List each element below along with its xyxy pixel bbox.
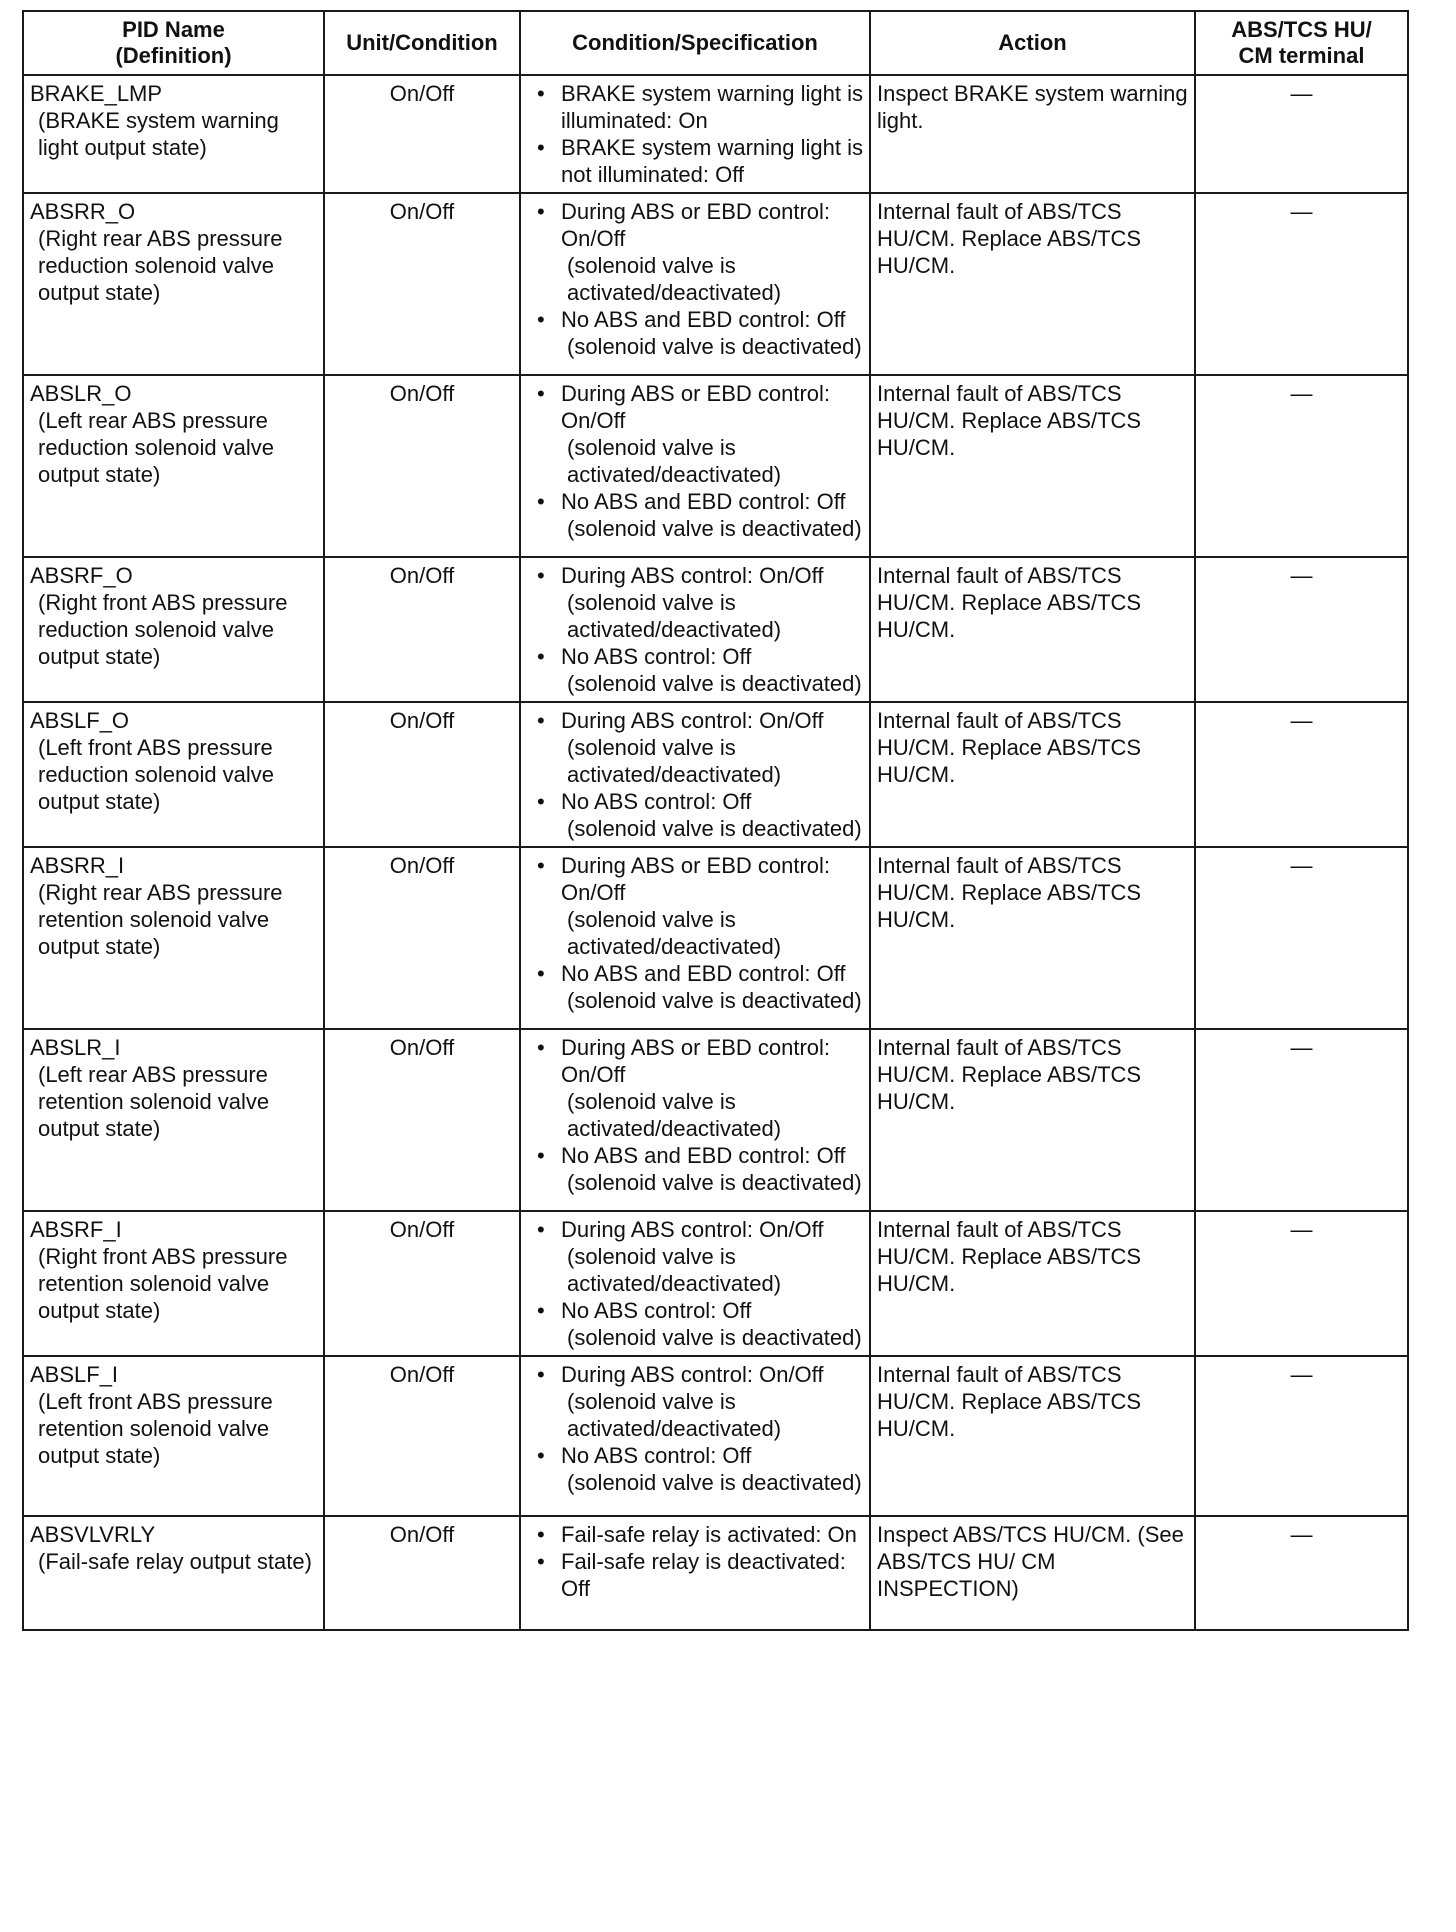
- condition-text: No ABS control: Off: [561, 1443, 752, 1468]
- action-cell: Inspect ABS/TCS HU/CM. (See ABS/TCS HU/ CM INSPECTION): [870, 1516, 1195, 1630]
- table-header: [23, 11, 1408, 75]
- table-row: [23, 1356, 1408, 1516]
- table-row: [23, 1029, 1408, 1211]
- condition-item: [561, 643, 863, 697]
- pid-name: ABSRF_I: [30, 1217, 122, 1242]
- terminal-cell: —: [1195, 557, 1408, 702]
- table-row: [23, 847, 1408, 1029]
- pid-definition: (Left front ABS pressure retention solenoid valve output state): [38, 1389, 273, 1468]
- pid-definition: (Right front ABS pressure reduction solenoid valve output state): [38, 590, 288, 669]
- pid-name-cell: [23, 1516, 324, 1630]
- pid-definition: (Right front ABS pressure retention solenoid valve output state): [38, 1244, 288, 1323]
- pid-name-cell: [23, 1211, 324, 1356]
- condition-note: (solenoid valve is deactivated): [567, 1470, 862, 1495]
- condition-text: No ABS and EBD control: Off: [561, 489, 846, 514]
- action-cell: Internal fault of ABS/TCS HU/CM. Replace ABS/TCS HU/CM.: [870, 1029, 1195, 1211]
- pid-definition: (Right rear ABS pressure retention solenoid valve output state): [38, 880, 283, 959]
- condition-spec-cell: [520, 1211, 870, 1356]
- condition-note: (solenoid valve is deactivated): [567, 816, 862, 841]
- pid-name-cell: [23, 1356, 324, 1516]
- condition-text: Fail-safe relay is deactivated: Off: [561, 1549, 846, 1601]
- terminal-cell: —: [1195, 1029, 1408, 1211]
- condition-item: [561, 1216, 863, 1297]
- pid-name-cell: [23, 557, 324, 702]
- terminal-cell: —: [1195, 1516, 1408, 1630]
- condition-item: [561, 134, 863, 188]
- condition-item: [561, 1521, 863, 1548]
- condition-item: [561, 380, 863, 488]
- condition-text: During ABS control: On/Off: [561, 1217, 824, 1242]
- unit-condition-cell: On/Off: [324, 375, 520, 557]
- terminal-cell: —: [1195, 375, 1408, 557]
- condition-text: During ABS control: On/Off: [561, 563, 824, 588]
- condition-text: No ABS control: Off: [561, 1298, 752, 1323]
- condition-text: No ABS control: Off: [561, 789, 752, 814]
- condition-note: (solenoid valve is activated/deactivated): [567, 1089, 782, 1141]
- condition-list: [527, 1034, 863, 1196]
- pid-name: BRAKE_LMP: [30, 81, 163, 106]
- condition-spec-cell: [520, 193, 870, 375]
- table-row: [23, 375, 1408, 557]
- table-row: [23, 557, 1408, 702]
- pid-definition: (BRAKE system warning light output state): [38, 108, 279, 160]
- pid-name: ABSRR_I: [30, 853, 125, 878]
- condition-item: [561, 1361, 863, 1442]
- condition-item: [561, 488, 863, 542]
- condition-note: (solenoid valve is deactivated): [567, 671, 862, 696]
- condition-item: [561, 306, 863, 360]
- action-cell: Internal fault of ABS/TCS HU/CM. Replace ABS/TCS HU/CM.: [870, 847, 1195, 1029]
- action-cell: Internal fault of ABS/TCS HU/CM. Replace ABS/TCS HU/CM.: [870, 702, 1195, 847]
- condition-spec-cell: [520, 847, 870, 1029]
- pid-table: [22, 10, 1409, 1631]
- action-cell: Inspect BRAKE system warning light.: [870, 75, 1195, 193]
- condition-item: [561, 562, 863, 643]
- header-condition-specification: Condition/Specification: [520, 11, 870, 75]
- condition-item: [561, 707, 863, 788]
- pid-definition: (Left rear ABS pressure retention solenoid valve output state): [38, 1062, 270, 1141]
- action-cell: Internal fault of ABS/TCS HU/CM. Replace ABS/TCS HU/CM.: [870, 1211, 1195, 1356]
- header-pid-line1: PID Name: [122, 17, 225, 42]
- condition-item: [561, 960, 863, 1014]
- condition-text: No ABS control: Off: [561, 644, 752, 669]
- pid-name-cell: [23, 847, 324, 1029]
- condition-spec-cell: [520, 1356, 870, 1516]
- condition-text: BRAKE system warning light is illuminated: On: [561, 81, 863, 133]
- pid-name: ABSVLVRLY: [30, 1522, 156, 1547]
- table-row: [23, 702, 1408, 847]
- condition-spec-cell: [520, 1029, 870, 1211]
- pid-name: ABSLF_O: [30, 708, 130, 733]
- header-action: Action: [870, 11, 1195, 75]
- condition-note: (solenoid valve is deactivated): [567, 1325, 862, 1350]
- condition-list: [527, 1521, 863, 1602]
- condition-text: During ABS or EBD control: On/Off: [561, 381, 831, 433]
- unit-condition-cell: On/Off: [324, 557, 520, 702]
- pid-name: ABSLR_I: [30, 1035, 121, 1060]
- table-body: [23, 75, 1408, 1630]
- header-terminal: [1195, 11, 1408, 75]
- pid-name-cell: [23, 193, 324, 375]
- action-cell: Internal fault of ABS/TCS HU/CM. Replace ABS/TCS HU/CM.: [870, 557, 1195, 702]
- condition-item: [561, 1142, 863, 1196]
- condition-item: [561, 1442, 863, 1496]
- pid-definition: (Left front ABS pressure reduction solenoid valve output state): [38, 735, 275, 814]
- unit-condition-cell: On/Off: [324, 1516, 520, 1630]
- header-pid-line2: (Definition): [115, 43, 232, 68]
- condition-list: [527, 80, 863, 188]
- condition-text: Fail-safe relay is activated: On: [561, 1522, 857, 1547]
- terminal-cell: —: [1195, 847, 1408, 1029]
- condition-item: [561, 80, 863, 134]
- terminal-cell: —: [1195, 193, 1408, 375]
- condition-note: (solenoid valve is activated/deactivated): [567, 735, 782, 787]
- condition-spec-cell: [520, 1516, 870, 1630]
- terminal-cell: —: [1195, 702, 1408, 847]
- condition-note: (solenoid valve is activated/deactivated): [567, 435, 782, 487]
- condition-note: (solenoid valve is deactivated): [567, 334, 862, 359]
- condition-list: [527, 707, 863, 842]
- header-unit-condition: Unit/Condition: [324, 11, 520, 75]
- table-row: [23, 1516, 1408, 1630]
- unit-condition-cell: On/Off: [324, 75, 520, 193]
- condition-item: [561, 1548, 863, 1602]
- condition-text: No ABS and EBD control: Off: [561, 307, 846, 332]
- table-row: [23, 1211, 1408, 1356]
- condition-text: No ABS and EBD control: Off: [561, 1143, 846, 1168]
- condition-list: [527, 1361, 863, 1496]
- condition-note: (solenoid valve is deactivated): [567, 516, 862, 541]
- unit-condition-cell: On/Off: [324, 193, 520, 375]
- condition-spec-cell: [520, 75, 870, 193]
- condition-note: (solenoid valve is activated/deactivated): [567, 590, 782, 642]
- pid-name-cell: [23, 1029, 324, 1211]
- table-row: [23, 193, 1408, 375]
- condition-list: [527, 1216, 863, 1351]
- pid-definition: (Right rear ABS pressure reduction solenoid valve output state): [38, 226, 283, 305]
- unit-condition-cell: On/Off: [324, 847, 520, 1029]
- unit-condition-cell: On/Off: [324, 1356, 520, 1516]
- condition-item: [561, 852, 863, 960]
- condition-list: [527, 198, 863, 360]
- pid-name: ABSRF_O: [30, 563, 133, 588]
- condition-list: [527, 852, 863, 1014]
- pid-definition: (Left rear ABS pressure reduction solenoid valve output state): [38, 408, 275, 487]
- condition-item: [561, 198, 863, 306]
- pid-name: ABSLF_I: [30, 1362, 119, 1387]
- condition-item: [561, 1297, 863, 1351]
- condition-text: No ABS and EBD control: Off: [561, 961, 846, 986]
- pid-name-cell: [23, 375, 324, 557]
- condition-note: (solenoid valve is deactivated): [567, 1170, 862, 1195]
- condition-text: During ABS or EBD control: On/Off: [561, 853, 831, 905]
- pid-name-cell: [23, 75, 324, 193]
- condition-list: [527, 562, 863, 697]
- action-cell: Internal fault of ABS/TCS HU/CM. Replace ABS/TCS HU/CM.: [870, 375, 1195, 557]
- unit-condition-cell: On/Off: [324, 1211, 520, 1356]
- pid-name-cell: [23, 702, 324, 847]
- condition-note: (solenoid valve is activated/deactivated): [567, 1244, 782, 1296]
- terminal-cell: —: [1195, 1356, 1408, 1516]
- condition-text: During ABS control: On/Off: [561, 708, 824, 733]
- action-cell: Internal fault of ABS/TCS HU/CM. Replace ABS/TCS HU/CM.: [870, 193, 1195, 375]
- header-row: [23, 11, 1408, 75]
- unit-condition-cell: On/Off: [324, 1029, 520, 1211]
- condition-note: (solenoid valve is activated/deactivated): [567, 1389, 782, 1441]
- condition-list: [527, 380, 863, 542]
- condition-spec-cell: [520, 375, 870, 557]
- condition-item: [561, 788, 863, 842]
- pid-name: ABSLR_O: [30, 381, 132, 406]
- condition-spec-cell: [520, 557, 870, 702]
- condition-text: BRAKE system warning light is not illuminated: Off: [561, 135, 863, 187]
- condition-text: During ABS or EBD control: On/Off: [561, 1035, 831, 1087]
- condition-spec-cell: [520, 702, 870, 847]
- condition-item: [561, 1034, 863, 1142]
- action-cell: Internal fault of ABS/TCS HU/CM. Replace ABS/TCS HU/CM.: [870, 1356, 1195, 1516]
- header-terminal-line2: CM terminal: [1238, 43, 1365, 68]
- condition-note: (solenoid valve is activated/deactivated): [567, 253, 782, 305]
- pid-name: ABSRR_O: [30, 199, 136, 224]
- condition-text: During ABS control: On/Off: [561, 1362, 824, 1387]
- table-row: [23, 75, 1408, 193]
- condition-text: During ABS or EBD control: On/Off: [561, 199, 831, 251]
- header-terminal-line1: ABS/TCS HU/: [1231, 17, 1372, 42]
- header-pid-name: [23, 11, 324, 75]
- pid-definition: (Fail-safe relay output state): [38, 1549, 312, 1574]
- condition-note: (solenoid valve is activated/deactivated): [567, 907, 782, 959]
- condition-note: (solenoid valve is deactivated): [567, 988, 862, 1013]
- terminal-cell: —: [1195, 1211, 1408, 1356]
- terminal-cell: —: [1195, 75, 1408, 193]
- unit-condition-cell: On/Off: [324, 702, 520, 847]
